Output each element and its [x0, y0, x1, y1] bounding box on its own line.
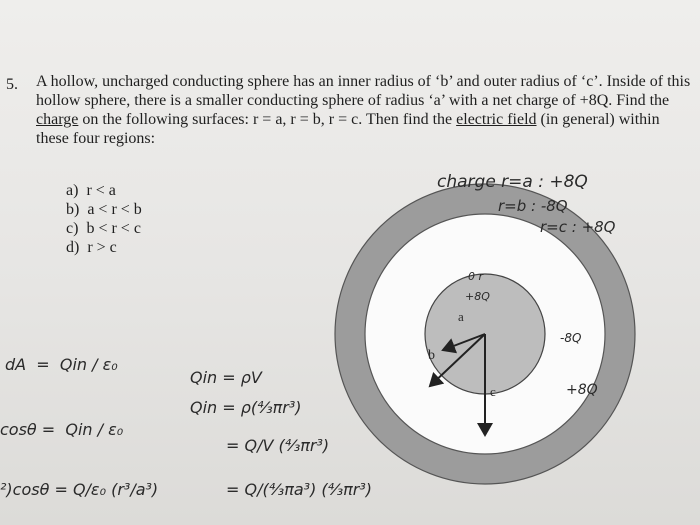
note-qin-4: = Q/(⁴⁄₃πa³) (⁴⁄₃πr³)	[226, 480, 373, 499]
note-gauss-3: ²)cosθ = Q/ε₀ (r³/a³)	[0, 480, 159, 499]
note-qin-1: Qin = ρV	[190, 368, 262, 387]
charge-answer-c: r=c : +8Q	[540, 218, 616, 236]
region-label: a)	[66, 182, 79, 199]
note-gauss-2: cosθ = Qin / ε₀	[0, 420, 124, 439]
inner-note: 0 r	[468, 270, 484, 283]
label-c: c	[490, 384, 496, 399]
problem-text-2: on the following surfaces: r = a, r = b, r = c. Then find the	[78, 111, 457, 128]
region-label: c)	[66, 220, 79, 237]
charge-link-text: charge	[36, 111, 79, 128]
label-a: a	[458, 309, 464, 324]
label-b: b	[428, 348, 435, 363]
region-text: r > c	[87, 239, 117, 256]
region-text: b < r < c	[86, 220, 141, 237]
note-qin-2: Qin = ρ(⁴⁄₃πr³)	[190, 398, 302, 417]
region-text: r < a	[86, 182, 116, 199]
inner-surface-charge: -8Q	[560, 331, 582, 345]
region-label: b)	[66, 201, 80, 218]
charge-answer-a: charge r=a : +8Q	[437, 172, 588, 192]
note-qin-3: = Q/V (⁴⁄₃πr³)	[226, 436, 330, 455]
problem-text-3: (in general) within these four regions:	[36, 111, 660, 147]
charge-answer-b: r=b : -8Q	[498, 197, 568, 215]
problem-number: 5.	[6, 76, 18, 93]
region-text: a < r < b	[87, 201, 142, 218]
note-gauss-1: dA = Qin / ε₀	[5, 355, 118, 374]
inner-charge: +8Q	[465, 290, 490, 303]
electric-field-link-text: electric field	[456, 111, 537, 128]
region-label: d)	[66, 239, 80, 256]
outer-surface-charge: +8Q	[566, 382, 598, 398]
problem-text-1: A hollow, uncharged conducting sphere has an inner radius of ‘b’ and outer radius of ‘c’. Inside of this hollow sphere, there is a smaller conducting sphere of radius ‘a’ with a net charge of +8Q. Find the	[36, 73, 691, 109]
